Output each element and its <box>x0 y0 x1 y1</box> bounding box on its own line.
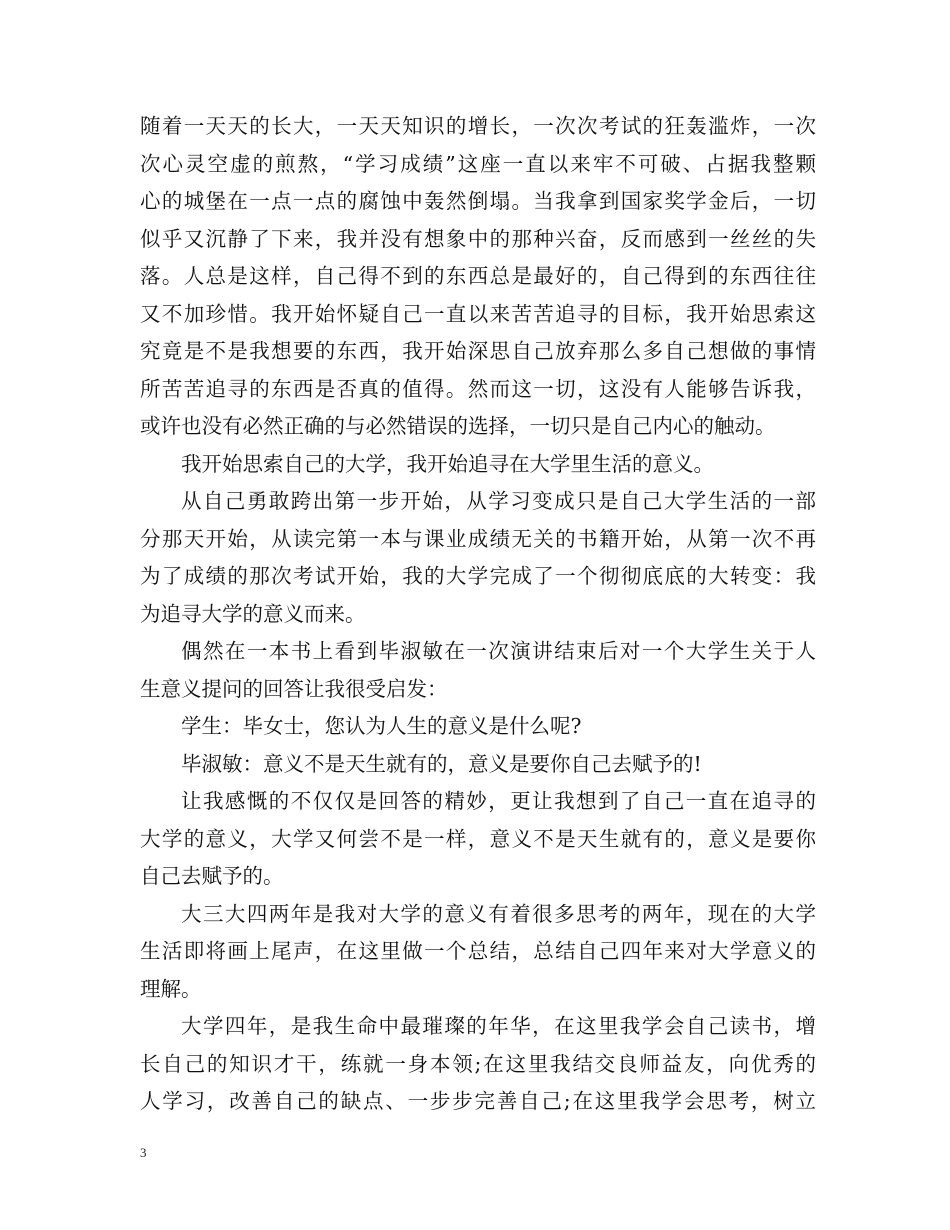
text-line: 学生：毕女士，您认为人生的意义是什么呢? <box>181 714 582 738</box>
text-line: 心的城堡在一点一点的腐蚀中轰然倒塌。当我拿到国家奖学金后，一切 <box>140 189 816 213</box>
text-line: 或许也没有必然正确的与必然错误的选择，一切只是自己内心的触动。 <box>140 414 776 438</box>
text-line: 似乎又沉静了下来，我并没有想象中的那种兴奋，反而感到一丝丝的失 <box>140 226 816 251</box>
text-line: 大学的意义，大学又何尝不是一样，意义不是天生就有的，意义是要你 <box>140 826 816 851</box>
text-line: 究竟是不是我想要的东西，我开始深思自己放弃那么多自己想做的事情 <box>140 339 816 363</box>
text-line: 为了成绩的那次考试开始，我的大学完成了一个彻彻底底的大转变：我 <box>140 564 816 588</box>
text-line: 次心灵空虚的煎熬，“学习成绩”这座一直以来牢不可破、占据我整颗 <box>140 151 816 176</box>
text-line: 自己去赋予的。 <box>140 864 284 888</box>
text-line: 落。人总是这样，自己得不到的东西总是最好的，自己得到的东西往往 <box>140 264 816 288</box>
document-body <box>140 108 816 1121</box>
text-line: 为追寻大学的意义而来。 <box>140 601 366 626</box>
page-number: 3 <box>140 1145 147 1160</box>
text-line: 理解。 <box>140 976 202 1001</box>
text-line: 生活即将画上尾声，在这里做一个总结，总结自己四年来对大学意义的 <box>140 939 816 963</box>
text-line: 生意义提问的回答让我很受启发： <box>140 676 448 701</box>
text-line: 我开始思索自己的大学，我开始追寻在大学里生活的意义。 <box>181 451 714 476</box>
text-line: 大学四年，是我生命中最璀璨的年华，在这里我学会自己读书，增 <box>181 1014 816 1038</box>
text-line: 所苦苦追寻的东西是否真的值得。然而这一切，这没有人能够告诉我， <box>140 376 816 401</box>
text-line: 人学习，改善自己的缺点、一步步完善自己;在这里我学会思考，树立 <box>140 1089 816 1113</box>
text-line: 大三大四两年是我对大学的意义有着很多思考的两年，现在的大学 <box>181 901 816 926</box>
text-line: 随着一天天的长大，一天天知识的增长，一次次考试的狂轰滥炸，一次 <box>140 114 816 138</box>
text-line: 又不加珍惜。我开始怀疑自己一直以来苦苦追寻的目标，我开始思索这 <box>140 301 816 326</box>
text-line: 偶然在一本书上看到毕淑敏在一次演讲结束后对一个大学生关于人 <box>181 639 816 663</box>
text-line: 毕淑敏：意义不是天生就有的，意义是要你自己去赋予的! <box>181 751 702 776</box>
text-line: 让我感慨的不仅仅是回答的精妙，更让我想到了自己一直在追寻的 <box>181 789 816 813</box>
text-line: 从自己勇敢跨出第一步开始，从学习变成只是自己大学生活的一部 <box>181 489 816 513</box>
text-line: 分那天开始，从读完第一本与课业成绩无关的书籍开始，从第一次不再 <box>140 526 816 551</box>
text-line: 长自己的知识才干，练就一身本领;在这里我结交良师益友，向优秀的 <box>140 1051 816 1076</box>
